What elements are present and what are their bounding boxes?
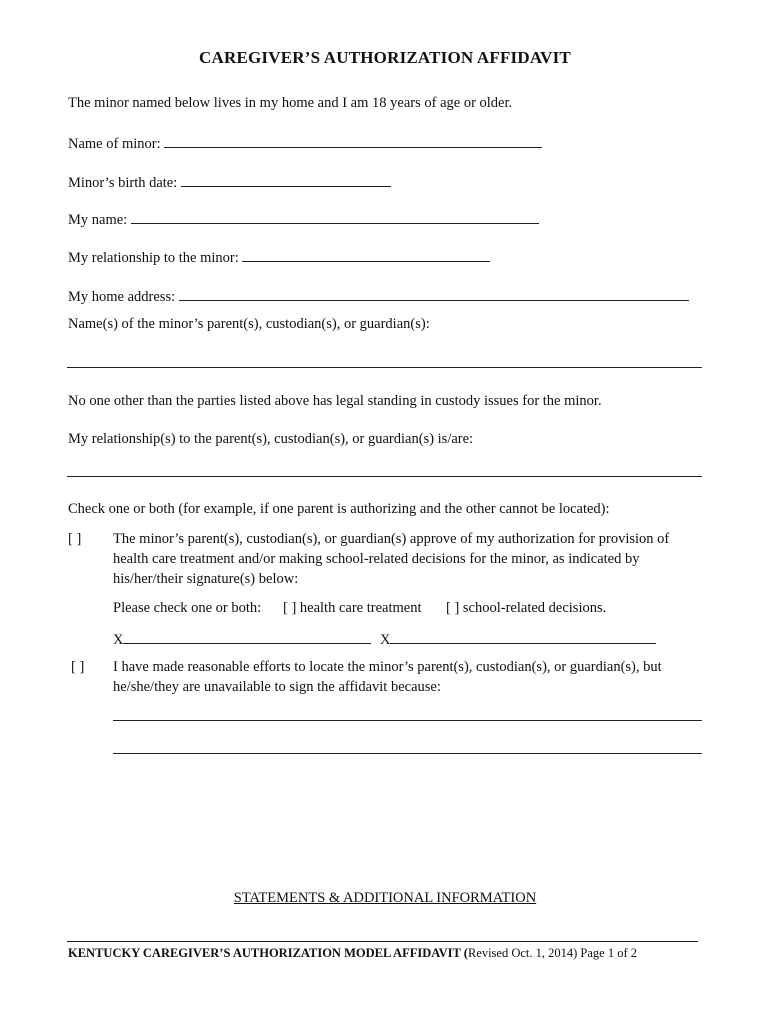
option1-line3: his/her/their signature(s) below:: [113, 571, 299, 587]
home-address-row: [68, 286, 689, 306]
footer-rule: [67, 941, 698, 942]
relationship-field[interactable]: [242, 247, 490, 262]
name-of-minor-label: Name of minor:: [68, 136, 161, 152]
home-address-label: My home address:: [68, 289, 176, 305]
check-instructions: Check one or both (for example, if one parent is authorizing and the other cannot be located):: [68, 501, 610, 517]
relationship-to-parents-label: My relationship(s) to the parent(s), custodian(s), or guardian(s) is/are:: [68, 431, 474, 447]
birth-date-row: [68, 172, 391, 192]
option1-line2: health care treatment and/or making school-related decisions for the minor, as indicated by: [113, 551, 640, 567]
footer: [68, 946, 637, 961]
parents-names-label: Name(s) of the minor’s parent(s), custodian(s), or guardian(s):: [68, 316, 430, 332]
relationship-to-parents-field[interactable]: [67, 476, 702, 477]
school-checkbox[interactable]: [ ] school-related decisions.: [446, 600, 607, 616]
relationship-row: [68, 247, 490, 267]
birth-date-field[interactable]: [181, 172, 391, 187]
health-care-checkbox[interactable]: [ ] health care treatment: [283, 600, 422, 616]
option2-line2: he/she/they are unavailable to sign the affidavit because:: [113, 679, 441, 695]
signature-2: [380, 629, 656, 649]
my-name-field[interactable]: [131, 209, 539, 224]
signature-2-x: X: [380, 632, 391, 648]
signature-1-x: X: [113, 632, 124, 648]
name-of-minor-field[interactable]: [164, 133, 542, 148]
intro-text: The minor named below lives in my home and I am 18 years of age or older.: [68, 95, 513, 111]
please-check-label: Please check one or both:: [113, 600, 262, 616]
option2-checkbox[interactable]: [ ]: [71, 659, 85, 675]
no-one-other-text: No one other than the parties listed above has legal standing in custody issues for the minor.: [68, 393, 602, 409]
reason-line-2[interactable]: [113, 753, 702, 754]
footer-bold: KENTUCKY CAREGIVER’S AUTHORIZATION MODEL AFFIDAVIT (: [68, 946, 468, 960]
parents-names-field[interactable]: [67, 367, 702, 368]
signature-1: [113, 629, 371, 649]
my-name-label: My name:: [68, 212, 128, 228]
option2-line1: I have made reasonable efforts to locate the minor’s parent(s), custodian(s), or guardian(s), but: [113, 659, 662, 675]
statements-heading: STATEMENTS & ADDITIONAL INFORMATION: [233, 890, 537, 906]
home-address-field[interactable]: [179, 286, 689, 301]
signature-2-field[interactable]: [390, 629, 656, 644]
signature-1-field[interactable]: [123, 629, 371, 644]
reason-line-1[interactable]: [113, 720, 702, 721]
name-of-minor-row: [68, 133, 542, 153]
option1-line1: The minor’s parent(s), custodian(s), or guardian(s) approve of my authorization for provision of: [113, 531, 670, 547]
my-name-row: [68, 209, 539, 229]
relationship-label: My relationship to the minor:: [68, 250, 239, 266]
footer-normal: Revised Oct. 1, 2014) Page 1 of 2: [467, 946, 638, 960]
page-title: CAREGIVER’S AUTHORIZATION AFFIDAVIT: [199, 48, 571, 67]
option1-checkbox[interactable]: [ ]: [68, 531, 82, 547]
birth-date-label: Minor’s birth date:: [68, 175, 178, 191]
